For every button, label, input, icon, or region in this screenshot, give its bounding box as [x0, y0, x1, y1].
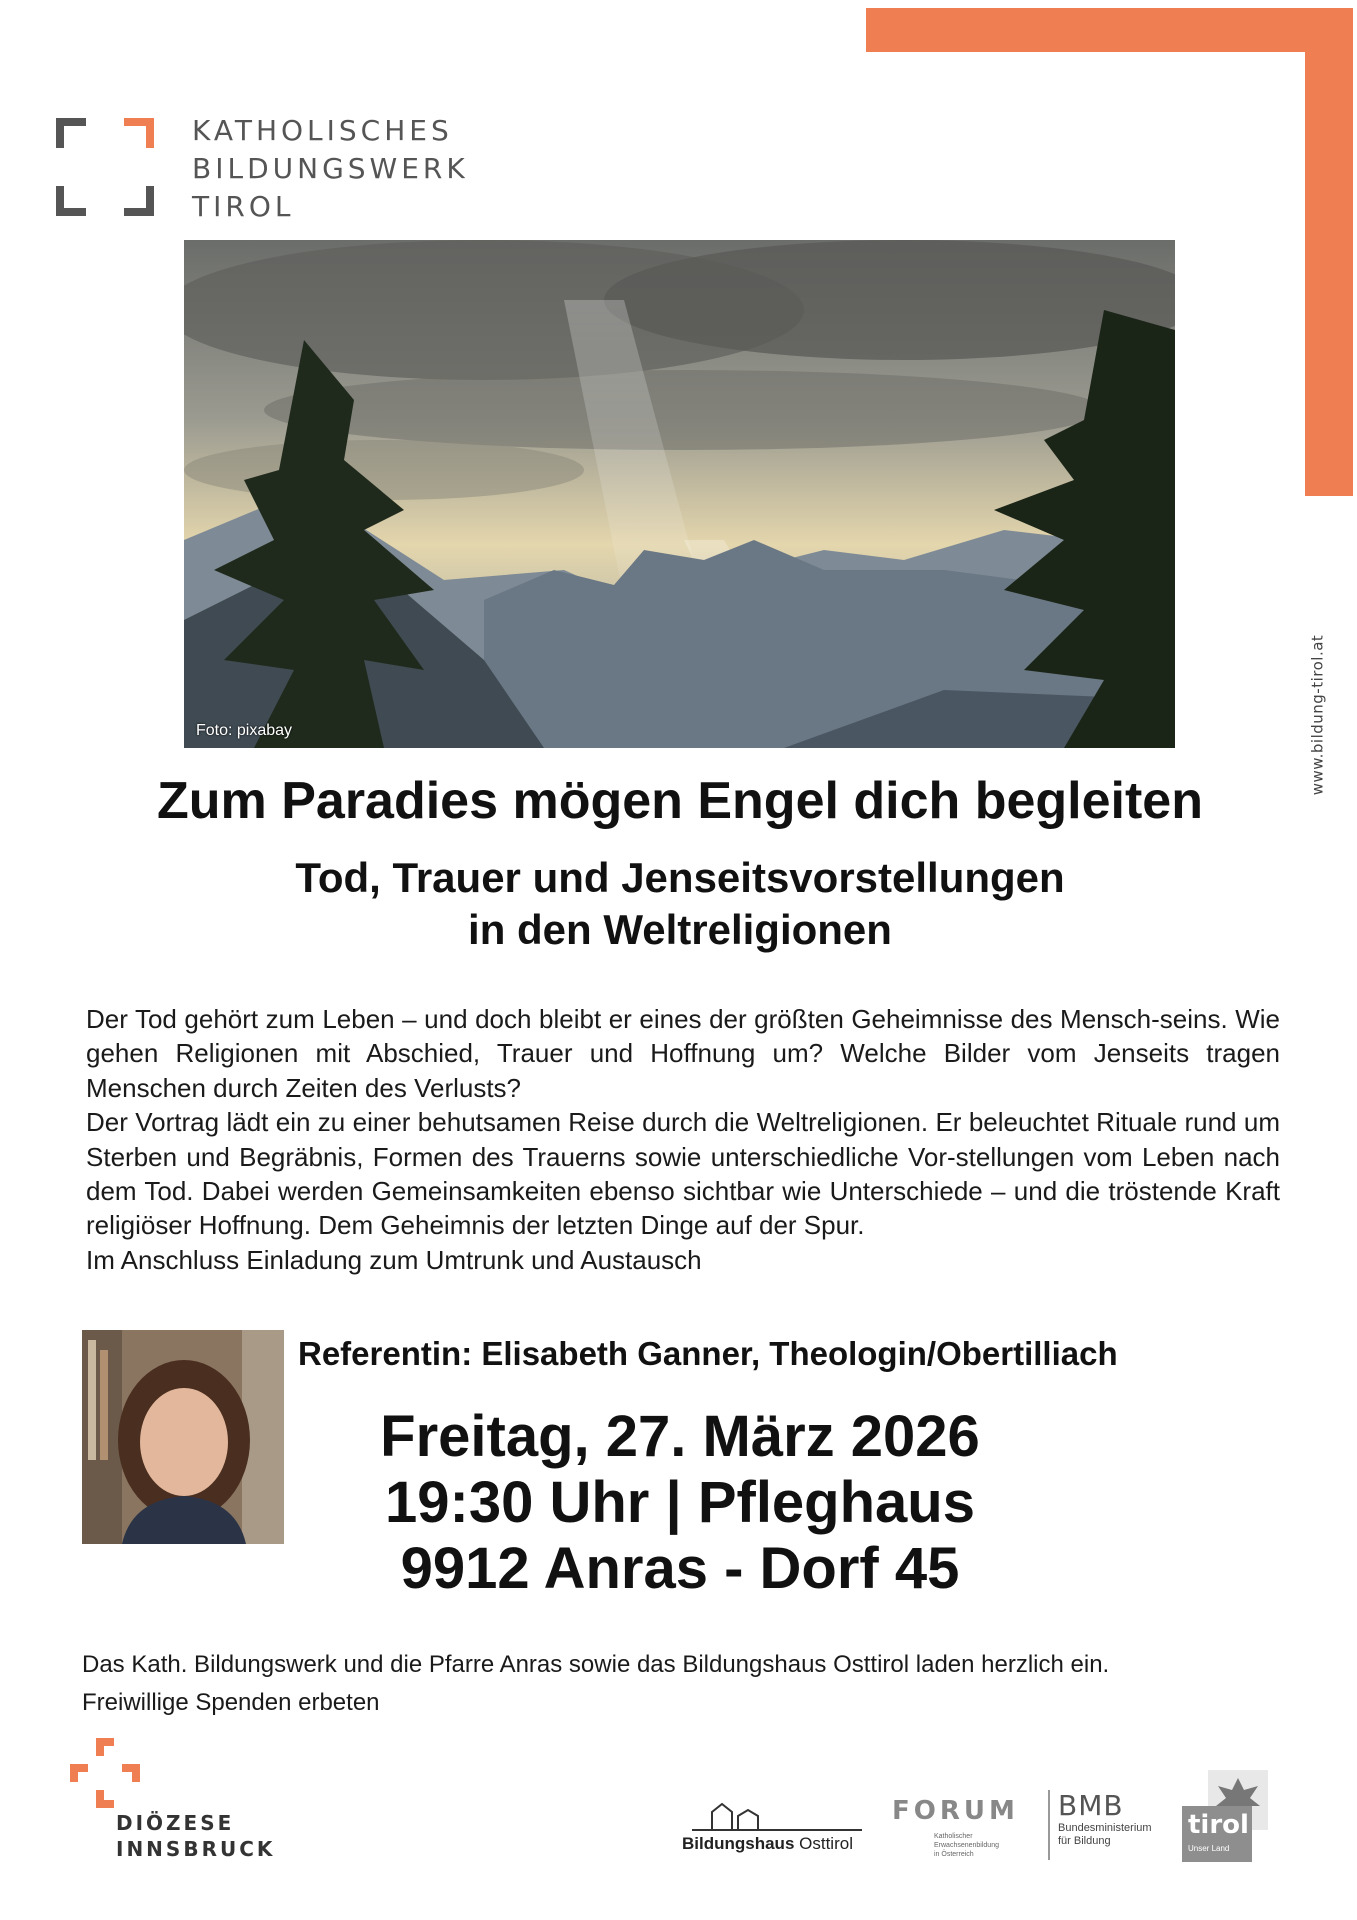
- event-date: Freitag, 27. März 2026: [380, 1404, 980, 1469]
- orange-corner-right-bar: [1305, 8, 1353, 496]
- description-paragraph-3: Im Anschluss Einladung zum Umtrunk und Austausch: [86, 1244, 702, 1275]
- bildungshaus-wordmark: [682, 1834, 853, 1854]
- tirol-wordmark: tirol: [1188, 1810, 1249, 1840]
- event-time-place: 19:30 Uhr | Pfleghaus: [385, 1470, 975, 1535]
- speaker-portrait: [82, 1330, 284, 1544]
- speaker-line: Referentin: Elisabeth Ganner, Theologin/Obertilliach: [298, 1335, 1118, 1372]
- forum-subtitle: [934, 1832, 999, 1859]
- bildungshaus-building-icon: [682, 1800, 868, 1834]
- bildungshaus-bold: Bildungshaus: [682, 1834, 795, 1853]
- land-tirol-logo: [1182, 1770, 1278, 1866]
- donations-text: Freiwillige Spenden erbeten: [82, 1689, 380, 1716]
- bmb-sub-1: Bundesministerium: [1058, 1822, 1152, 1834]
- orange-corner-top-bar: [866, 8, 1353, 52]
- forum-sub-1: Katholischer: [934, 1833, 973, 1840]
- kbw-bracket-icon: [56, 118, 154, 216]
- event-title: Zum Paradies mögen Engel dich begleiten: [157, 772, 1203, 830]
- dioezese-line-1: DIÖZESE: [116, 1811, 235, 1835]
- description-paragraph-1: Der Tod gehört zum Leben – und doch bleibt er eines der größten Geheimnisse des Mensch-seins. Wie gehen Religionen mit Abschied, Trauer und Hoffnung um? Welche Bilder vom Jenseits tragen Menschen durch Zeiten des Verlusts?: [86, 1004, 1280, 1103]
- forum-sub-3: in Österreich: [934, 1851, 974, 1858]
- website-url: www.bildung-tirol.at: [1308, 634, 1326, 796]
- dioezese-line-2: INNSBRUCK: [116, 1837, 276, 1861]
- dioezese-innsbruck-logo: [70, 1738, 276, 1868]
- kbw-wordmark: [192, 112, 469, 226]
- website-vertical: [1306, 620, 1328, 810]
- invitation-text: Das Kath. Bildungswerk und die Pfarre Anras sowie das Bildungshaus Osttirol laden herzlich ein.: [82, 1651, 1110, 1678]
- mountain-landscape-illustration: [184, 240, 1175, 748]
- bildungshaus-rest: Osttirol: [794, 1834, 853, 1853]
- subtitle-line-1: Tod, Trauer und Jenseitsvorstellungen: [295, 854, 1065, 901]
- forum-sub-2: Erwachsenenbildung: [934, 1842, 999, 1849]
- invitation-note: [82, 1646, 1109, 1722]
- bmb-logo: [1048, 1790, 1168, 1860]
- kbw-line-3: TIROL: [192, 190, 295, 223]
- event-datetime: [330, 1404, 1030, 1602]
- event-description: [86, 1002, 1280, 1277]
- description-paragraph-2: Der Vortrag lädt ein zu einer behutsamen Reise durch die Weltreligionen. Er beleuchtet Rituale rund um Sterben und Begräbnis, Formen des Trauerns sowie unterschiedliche Vor-stellungen vom Leben nach dem Tod. Dabei werden Gemeinsamkeiten ebenso sichtbar wie Unterschiede – und die tröstende Kraft religiöser Hoffnung. Dem Geheimnis der letzten Dinge auf der Spur.: [86, 1107, 1280, 1241]
- bmb-wordmark: BMB: [1058, 1789, 1124, 1822]
- subtitle-line-2: in den Weltreligionen: [468, 906, 892, 953]
- bmb-sub-2: für Bildung: [1058, 1835, 1111, 1847]
- forum-logo: [892, 1796, 1022, 1866]
- bmb-subtitle: [1058, 1822, 1168, 1848]
- dioezese-wordmark: [116, 1810, 275, 1862]
- bildungshaus-osttirol-logo: [682, 1800, 868, 1856]
- kbw-logo: [56, 112, 476, 222]
- forum-wordmark: FORUM: [892, 1796, 1019, 1826]
- event-address: 9912 Anras - Dorf 45: [400, 1536, 960, 1601]
- dioezese-cross-icon: [70, 1738, 140, 1808]
- speaker-photo-illustration: [82, 1330, 284, 1544]
- tirol-subtitle: Unser Land: [1188, 1844, 1230, 1853]
- photo-credit: Foto: pixabay: [196, 722, 293, 739]
- event-subtitle: [60, 852, 1300, 956]
- mountain-photo: [184, 240, 1175, 748]
- kbw-line-2: BILDUNGSWERK: [192, 152, 469, 185]
- kbw-line-1: KATHOLISCHES: [192, 114, 453, 147]
